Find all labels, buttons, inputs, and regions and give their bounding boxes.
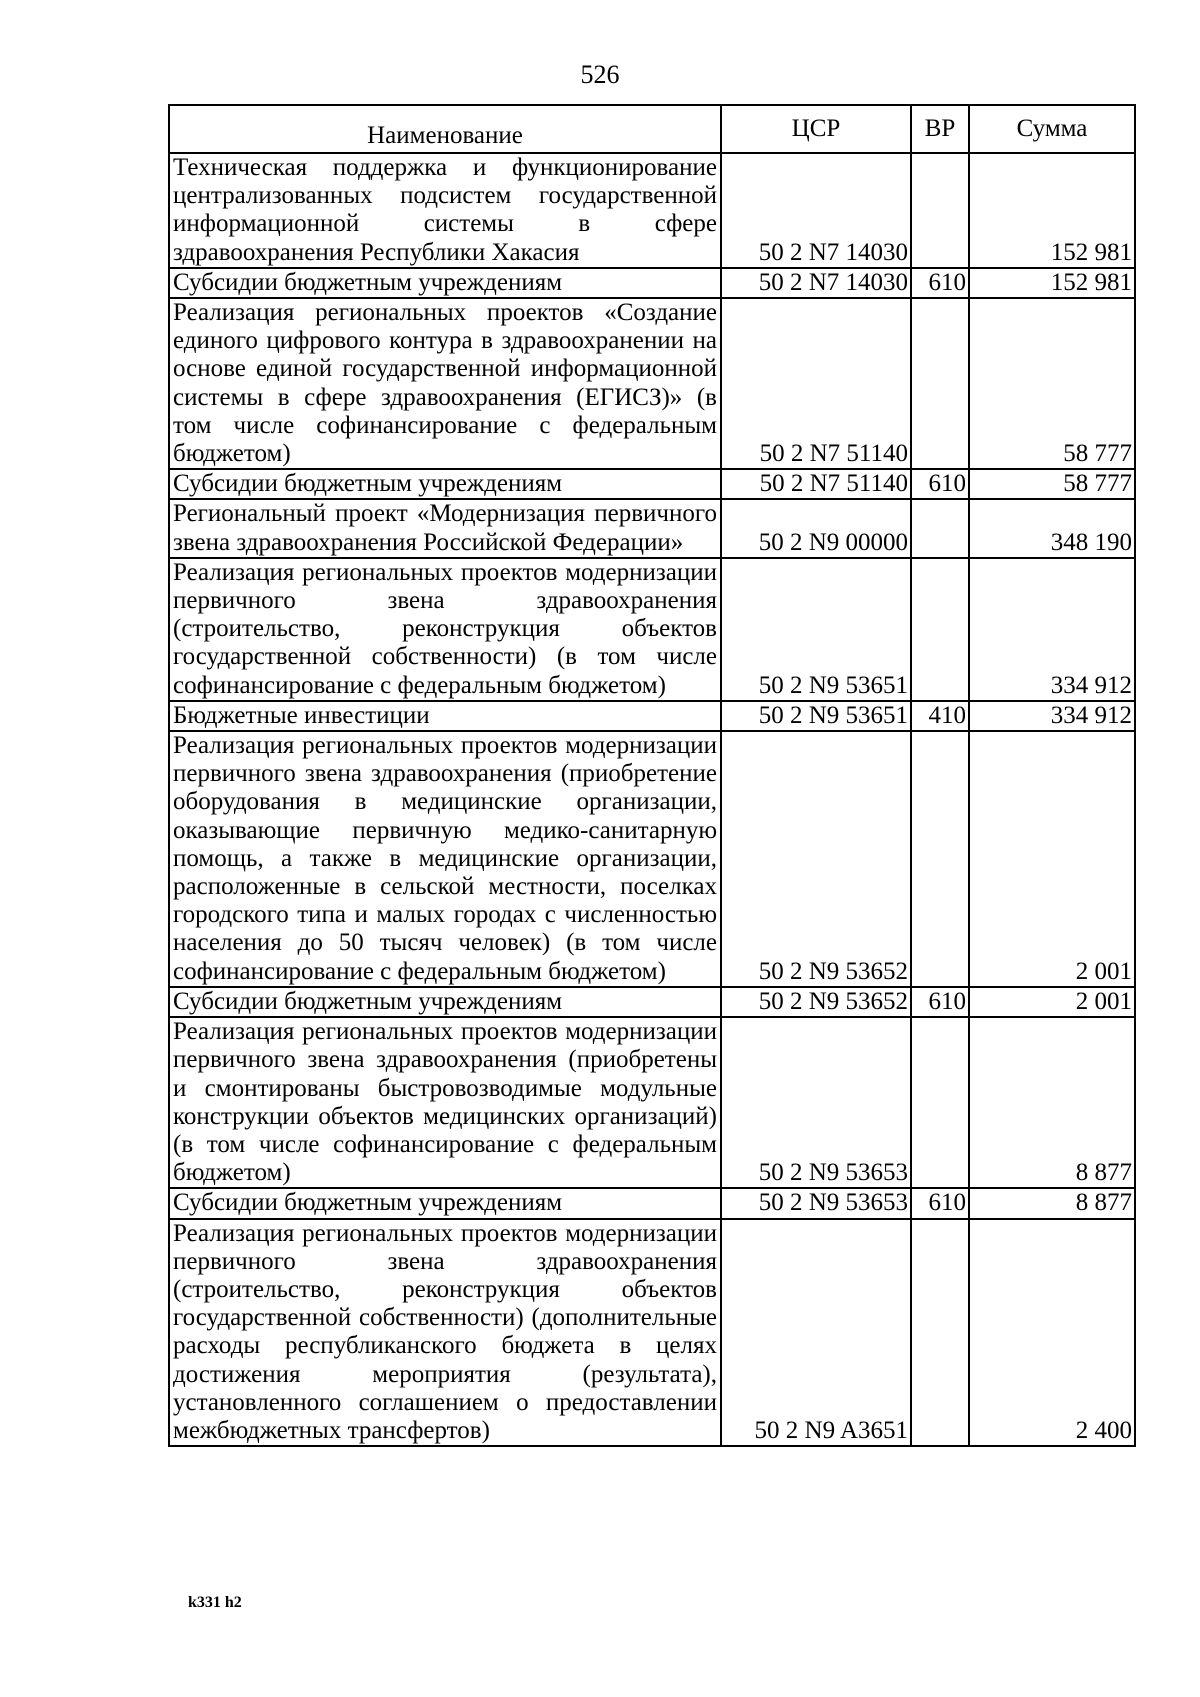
row-name: Субсидии бюджетным учреждениям: [169, 987, 721, 1017]
footer-code: k331 h2: [188, 1594, 242, 1611]
row-vr: [911, 1017, 969, 1188]
row-sum: 2 001: [969, 987, 1135, 1017]
table-row: [169, 1219, 1135, 1447]
row-sum: 8 877: [969, 1188, 1135, 1218]
table-row: [169, 701, 1135, 731]
row-name: Бюджетные инвестиции: [169, 701, 721, 731]
table-row: [169, 298, 1135, 469]
table-row: [169, 268, 1135, 298]
row-sum: 58 777: [969, 298, 1135, 469]
row-vr: [911, 731, 969, 987]
row-sum: 152 981: [969, 153, 1135, 268]
row-csr: 50 2 N9 53653: [721, 1188, 911, 1218]
row-name: Субсидии бюджетным учреждениям: [169, 1188, 721, 1218]
row-vr: [911, 499, 969, 557]
row-name: Реализация региональных проектов модернизации первичного звена здравоохранения (приобретение оборудования в медицинские организации, оказывающие первичную медико-санитарную помощь, а также в медицинские организации, расположенные в сельской местности, поселках городского типа и малых городах с численностью населения до 50 тысяч человек) (в том числе софинансирование с федеральным бюджетом): [169, 731, 721, 987]
row-vr: [911, 153, 969, 268]
row-vr: [911, 1219, 969, 1447]
row-csr: 50 2 N7 14030: [721, 153, 911, 268]
header-csr: ЦСР: [721, 105, 911, 153]
table-row: [169, 987, 1135, 1017]
row-name: Техническая поддержка и функционирование централизованных подсистем государственной информационной системы в сфере здравоохранения Республики Хакасия: [169, 153, 721, 268]
row-vr: 610: [911, 469, 969, 499]
row-vr: 410: [911, 701, 969, 731]
header-sum: Сумма: [969, 105, 1135, 153]
table-row: [169, 558, 1135, 701]
header-vr: ВР: [911, 105, 969, 153]
row-sum: 334 912: [969, 701, 1135, 731]
row-sum: 58 777: [969, 469, 1135, 499]
row-csr: 50 2 N7 51140: [721, 469, 911, 499]
row-name: Реализация региональных проектов модернизации первичного звена здравоохранения (приобретены и смонтированы быстровозводимые модульные конструкции объектов медицинских организаций) (в том числе софинансирование с федеральным бюджетом): [169, 1017, 721, 1188]
row-sum: 334 912: [969, 558, 1135, 701]
row-csr: 50 2 N9 53653: [721, 1017, 911, 1188]
row-vr: 610: [911, 1188, 969, 1218]
row-sum: 8 877: [969, 1017, 1135, 1188]
row-csr: 50 2 N9 00000: [721, 499, 911, 557]
row-csr: 50 2 N7 51140: [721, 298, 911, 469]
header-name: Наименование: [169, 105, 721, 153]
row-sum: 348 190: [969, 499, 1135, 557]
row-vr: 610: [911, 987, 969, 1017]
row-csr: 50 2 N7 14030: [721, 268, 911, 298]
table-row: [169, 1017, 1135, 1188]
table-row: [169, 153, 1135, 268]
row-csr: 50 2 N9 53652: [721, 731, 911, 987]
table-row: [169, 1188, 1135, 1218]
table-row: [169, 731, 1135, 987]
row-name: Субсидии бюджетным учреждениям: [169, 268, 721, 298]
budget-table: [168, 104, 1136, 1447]
row-sum: 152 981: [969, 268, 1135, 298]
row-vr: [911, 298, 969, 469]
row-sum: 2 001: [969, 731, 1135, 987]
table-row: [169, 469, 1135, 499]
row-name: Субсидии бюджетным учреждениям: [169, 469, 721, 499]
table-row: [169, 499, 1135, 557]
row-sum: 2 400: [969, 1219, 1135, 1447]
row-csr: 50 2 N9 53651: [721, 701, 911, 731]
row-csr: 50 2 N9 53651: [721, 558, 911, 701]
row-csr: 50 2 N9 53652: [721, 987, 911, 1017]
row-vr: 610: [911, 268, 969, 298]
row-vr: [911, 558, 969, 701]
page-number: 526: [580, 60, 620, 89]
table-header-row: [169, 105, 1135, 153]
row-csr: 50 2 N9 A3651: [721, 1219, 911, 1447]
row-name: Региональный проект «Модернизация первичного звена здравоохранения Российской Федерации»: [169, 499, 721, 557]
row-name: Реализация региональных проектов модернизации первичного звена здравоохранения (строительство, реконструкция объектов государственной собственности) (в том числе софинансирование с федеральным бюджетом): [169, 558, 721, 701]
row-name: Реализация региональных проектов «Создание единого цифрового контура в здравоохранении на основе единой государственной информационной системы в сфере здравоохранения (ЕГИСЗ)» (в том числе софинансирование с федеральным бюджетом): [169, 298, 721, 469]
row-name: Реализация региональных проектов модернизации первичного звена здравоохранения (строительство, реконструкция объектов государственной собственности) (дополнительные расходы республиканского бюджета в целях достижения мероприятия (результата), установленного соглашением о предоставлении межбюджетных трансфертов): [169, 1219, 721, 1447]
